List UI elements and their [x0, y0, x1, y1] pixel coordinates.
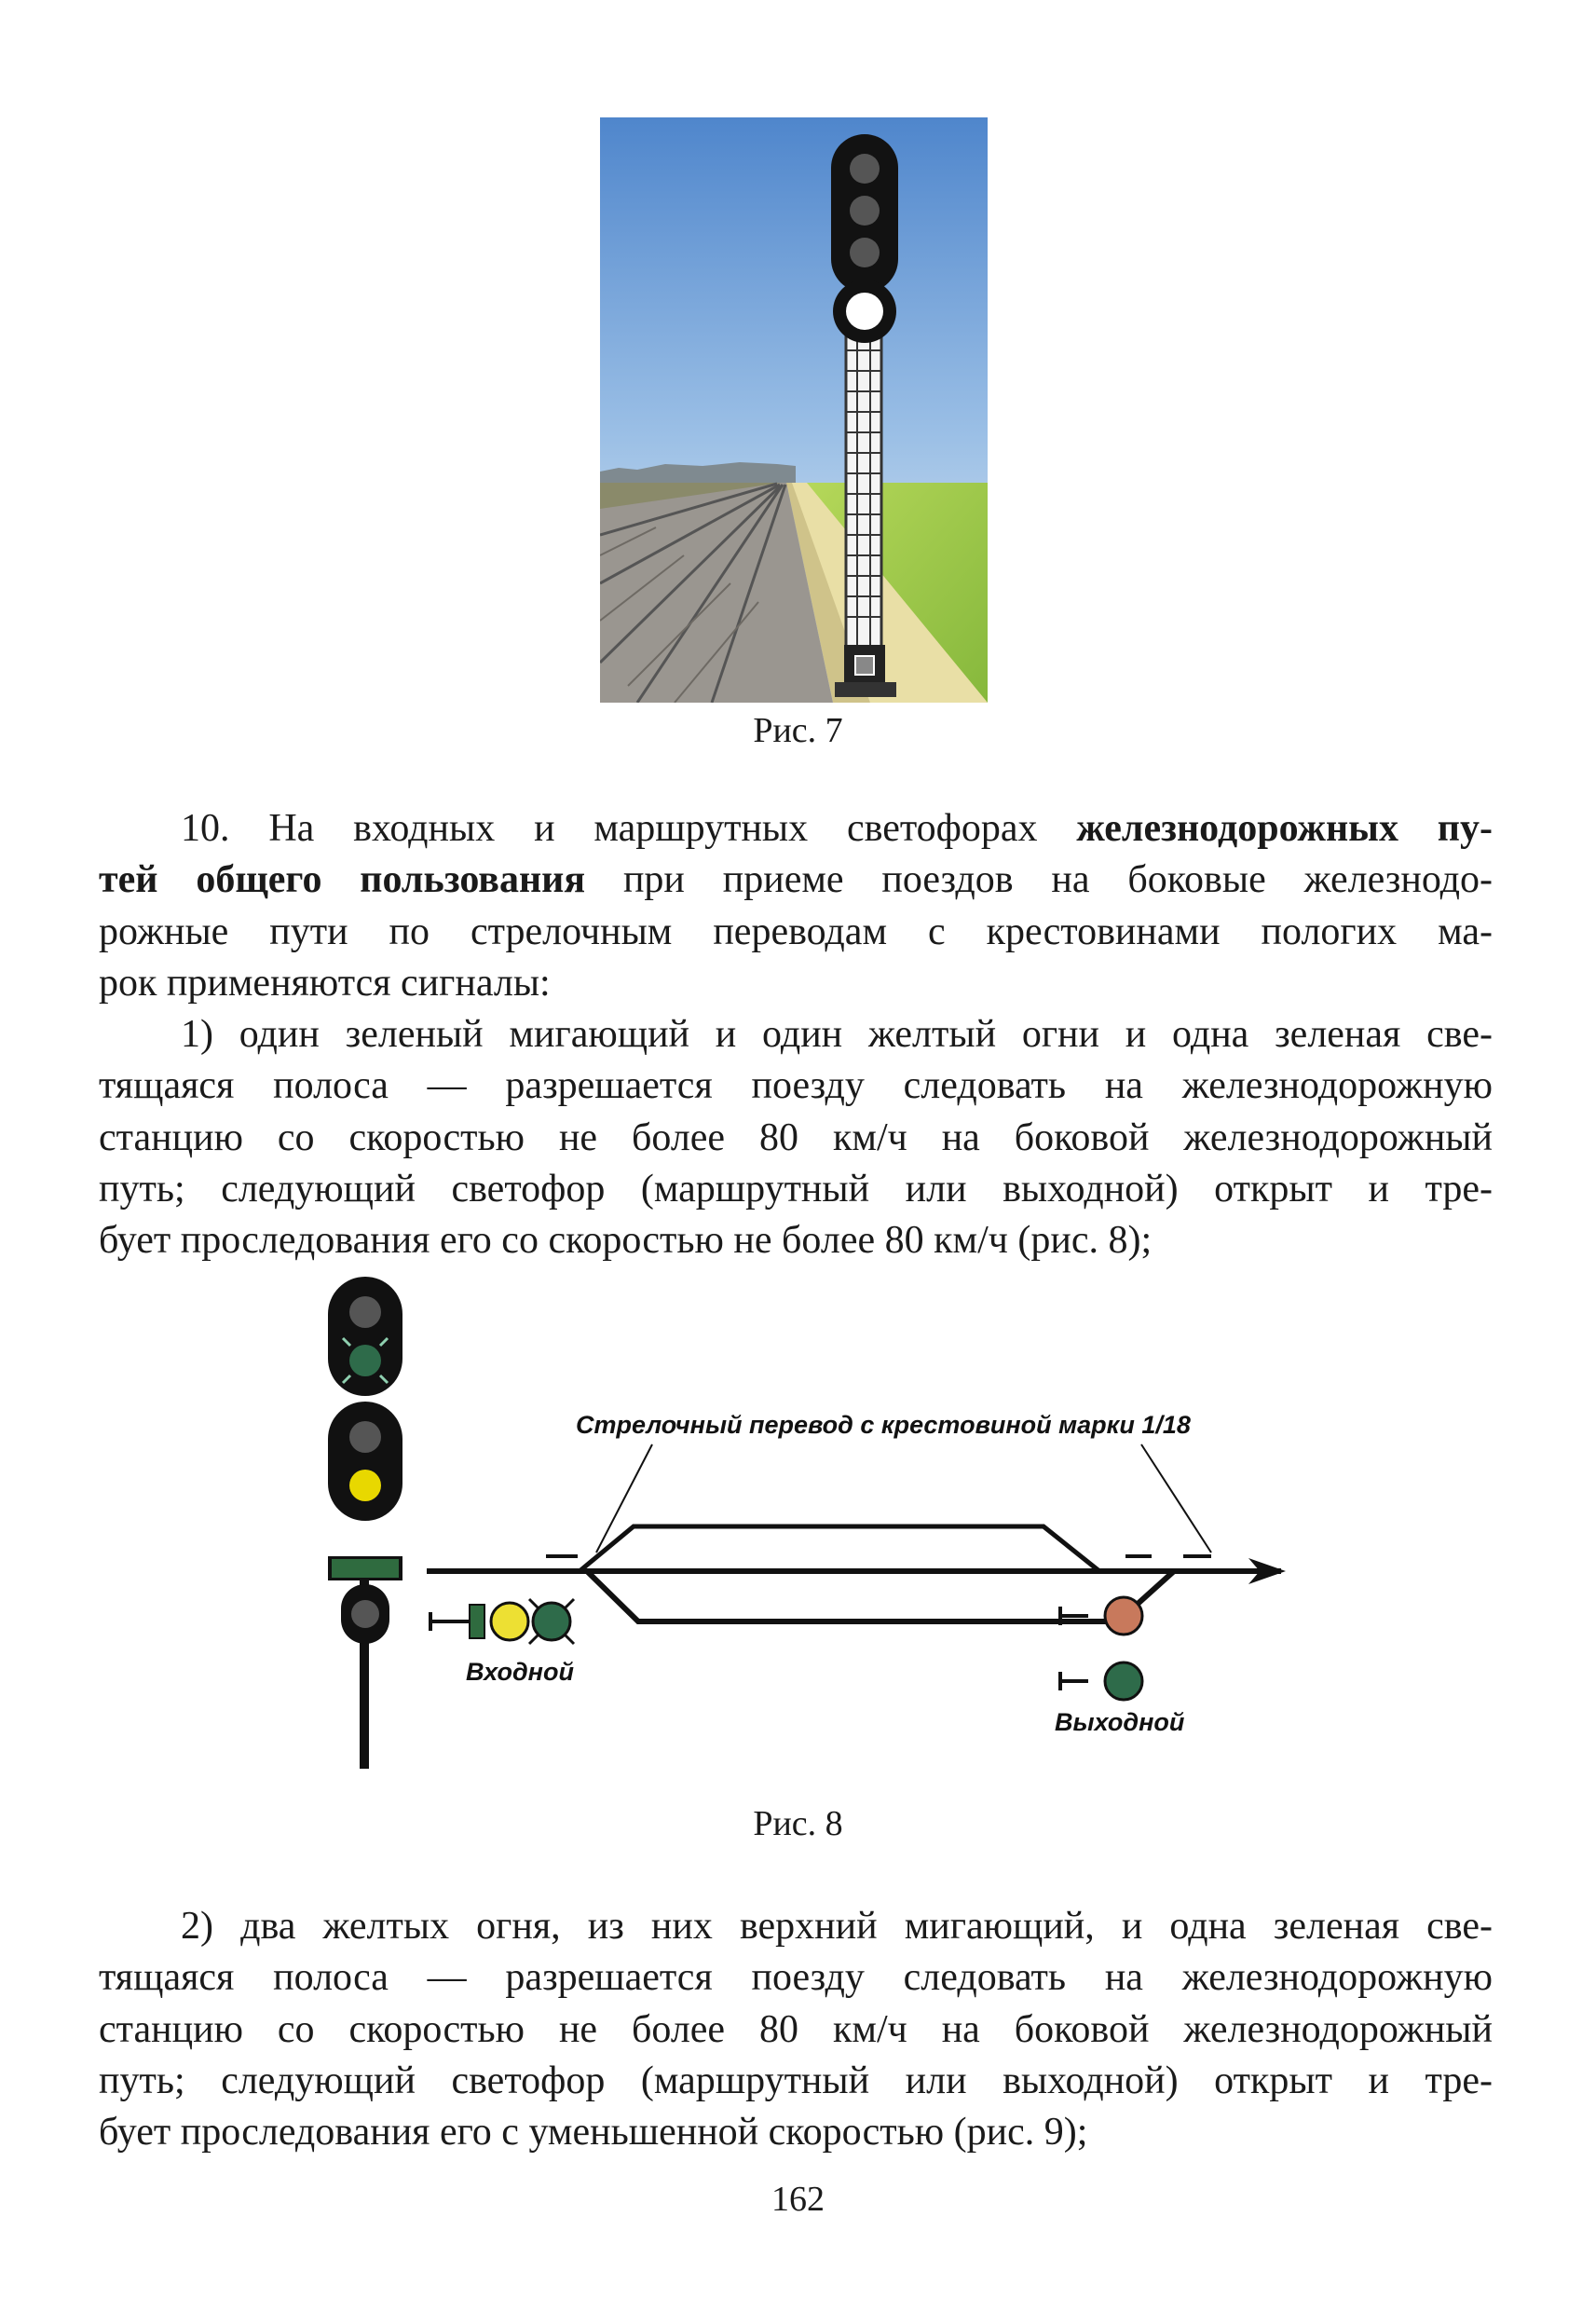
item-line: тящаяся полоса — разрешается поезду следовать на железнодорожную	[99, 1064, 1493, 1108]
signal-head-upper	[328, 1277, 402, 1396]
entry-yellow-lamp	[491, 1603, 528, 1640]
item-line: тящаяся полоса — разрешается поезду следовать на железнодорожную	[99, 1956, 1493, 2000]
item-line: станцию со скоростью не более 80 км/ч на боковой железнодорожный	[99, 2007, 1493, 2051]
leader-line-right	[1141, 1444, 1211, 1553]
signal-head-middle	[328, 1402, 402, 1521]
yellow-lamp	[349, 1470, 381, 1501]
paragraph-10	[99, 803, 1493, 1009]
siding-track-upper	[580, 1526, 1099, 1571]
paragraph-line: рок применяются сигналы:	[99, 961, 551, 1005]
list-item-1	[99, 1009, 1493, 1266]
item-line: 1) один зеленый мигающий и один желтый огни и одна зеленая све-	[181, 1013, 1493, 1056]
figure-7-caption: Рис. 7	[753, 711, 843, 750]
item-line: бует проследования его со скоростью не более 80 км/ч (рис. 8);	[99, 1219, 1153, 1263]
list-item-2	[99, 1901, 1493, 2158]
exit-green-lamp	[1105, 1662, 1142, 1700]
entry-signal-label: Входной	[466, 1658, 574, 1686]
figure-7-illustration	[600, 117, 988, 703]
siding-track-lower	[587, 1571, 1174, 1621]
figure-8-caption: Рис. 8	[753, 1804, 843, 1843]
signal-scene-image	[600, 117, 988, 703]
item-line: путь; следующий светофор (маршрутный или выходной) открыт и тре-	[99, 1167, 1493, 1211]
signal-track-diagram	[317, 1277, 1304, 1771]
green-lamp-flashing	[349, 1345, 381, 1376]
paragraph-line: тей общего пользования при приеме поездов на боковые железнодо-	[99, 858, 1494, 902]
item-line: путь; следующий светофор (маршрутный или выходной) открыт и тре-	[99, 2059, 1493, 2102]
item-line: 2) два желтых огня, из них верхний мигающий, и одна зеленая све-	[181, 1905, 1493, 1948]
exit-signal-label: Выходной	[1055, 1708, 1185, 1736]
item-line: станцию со скоростью не более 80 км/ч на боковой железнодорожный	[99, 1115, 1493, 1159]
paragraph-line: 10. На входных и маршрутных светофорах железнодорожных пу-	[181, 807, 1493, 850]
entry-green-bar	[470, 1605, 484, 1638]
exit-red-lamp	[1105, 1597, 1142, 1635]
paragraph-line: рожные пути по стрелочным переводам с крестовинами пологих ма-	[99, 910, 1493, 953]
switch-label: Стрелочный перевод с крестовиной марки 1/18	[576, 1411, 1191, 1439]
green-bar-indicator	[332, 1559, 399, 1578]
page-number: 162	[771, 2180, 825, 2219]
figure-8-diagram	[317, 1277, 1304, 1771]
item-line: бует проследования его с уменьшенной скоростью (рис. 9);	[99, 2111, 1088, 2155]
